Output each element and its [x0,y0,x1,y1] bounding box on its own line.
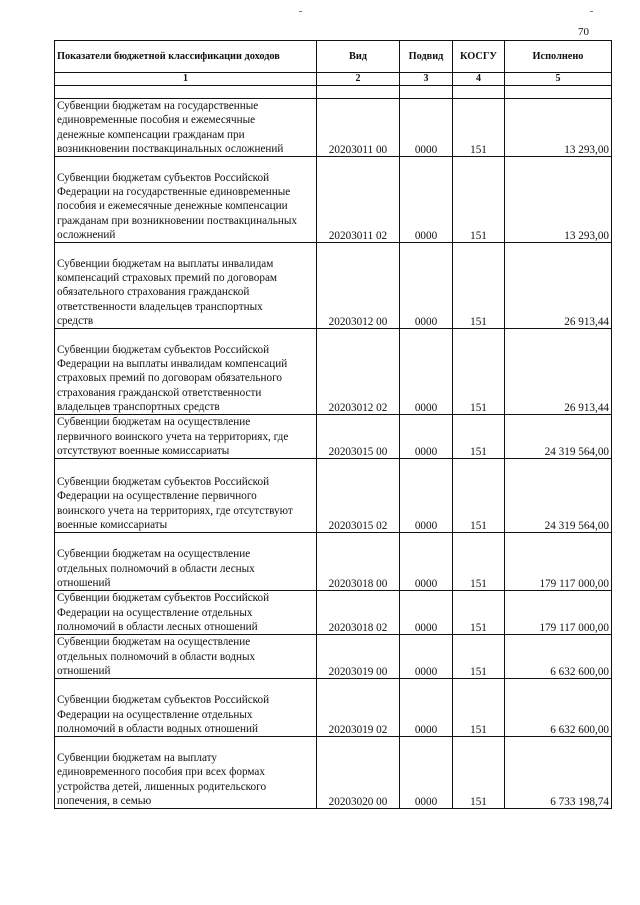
row-kind-code: 20203015 02 [317,459,400,533]
scan-speck [590,11,593,12]
row-kosgu-code: 151 [453,329,505,415]
row-description [55,157,317,243]
column-number: 4 [453,73,505,86]
table-row [55,591,612,635]
description-line: военные комиссариаты [57,518,168,531]
table-row [55,99,612,157]
row-kosgu-code: 151 [453,679,505,737]
description-line: первичного воинского учета на территориях, где [57,430,289,443]
description-line: Субвенции бюджетам на осуществление [57,548,251,561]
description-line: устройства детей, лишенных родительского [57,780,267,793]
row-description [55,329,317,415]
table-row [55,243,612,329]
description-line: Субвенции бюджетам на осуществление [57,416,251,429]
row-description [55,415,317,459]
description-line: Субвенции бюджетам субъектов Российской [57,343,270,356]
description-line: единовременного пособия при всех формах [57,766,265,779]
table-row [55,635,612,679]
table-row [55,737,612,809]
row-kosgu-code: 151 [453,459,505,533]
description-line: Субвенции бюджетам субъектов Российской [57,694,270,707]
row-kind-code: 20203015 00 [317,415,400,459]
description-line: полномочий в области водных отношений [57,722,258,735]
description-line: Субвенции бюджетам на выплату [57,752,217,764]
row-subkind-code: 0000 [400,157,453,243]
description-line: Субвенции бюджетам на выплаты инвалидам [57,257,274,270]
column-number: 2 [317,73,400,86]
row-kind-code: 20203019 00 [317,635,400,679]
row-executed-amount: 24 319 564,00 [505,459,612,533]
row-executed-amount: 26 913,44 [505,329,612,415]
description-line: отдельных полномочий в области лесных [57,562,255,575]
row-kind-code: 20203020 00 [317,737,400,809]
description-line: Федерации на выплаты инвалидам компенсаций [57,358,288,370]
description-line: Субвенции бюджетам на осуществление [57,636,251,649]
scan-speck [299,11,302,12]
row-kosgu-code: 151 [453,737,505,809]
budget-revenue-table [54,40,612,809]
header-executed: Исполнено [505,41,612,73]
row-subkind-code: 0000 [400,591,453,635]
row-subkind-code: 0000 [400,99,453,157]
row-executed-amount: 6 733 198,74 [505,737,612,809]
description-line: компенсаций страховых премий по договорам [57,272,277,284]
description-line: владельцев транспортных средств [57,400,220,413]
row-executed-amount: 13 293,00 [505,157,612,243]
table-row [55,329,612,415]
row-description [55,459,317,533]
description-line: пособия и ежемесячные денежные компенсации [57,200,288,213]
column-number: 3 [400,73,453,86]
description-line: Субвенции бюджетам субъектов Российской [57,476,270,488]
row-executed-amount: 13 293,00 [505,99,612,157]
header-indicator: Показатели бюджетной классификации доходов [55,41,317,73]
row-subkind-code: 0000 [400,415,453,459]
description-line: отношений [57,576,111,589]
row-kosgu-code: 151 [453,635,505,679]
row-executed-amount: 6 632 600,00 [505,679,612,737]
table-row [55,157,612,243]
table-row [55,415,612,459]
row-subkind-code: 0000 [400,635,453,679]
description-line: Федерации на осуществление первичного [57,490,257,503]
row-kosgu-code: 151 [453,591,505,635]
description-line: страховых премий по договорам обязательного [57,372,282,385]
row-kind-code: 20203018 00 [317,533,400,591]
row-kind-code: 20203011 00 [317,99,400,157]
description-line: обязательного страхования гражданской [57,286,250,299]
row-subkind-code: 0000 [400,329,453,415]
row-subkind-code: 0000 [400,737,453,809]
description-line: Федерации на осуществление отдельных [57,708,253,721]
row-description [55,99,317,157]
description-line: попечения, в семью [57,794,152,807]
description-line: Федерации на осуществление отдельных [57,606,253,619]
row-description [55,635,317,679]
row-executed-amount: 6 632 600,00 [505,635,612,679]
description-line: ответственности владельцев транспортных [57,300,263,313]
row-executed-amount: 179 117 000,00 [505,533,612,591]
row-subkind-code: 0000 [400,459,453,533]
description-line: воинского учета на территориях, где отсутствуют [57,504,293,517]
row-subkind-code: 0000 [400,243,453,329]
column-number: 5 [505,73,612,86]
description-line: средств [57,314,94,327]
description-line: отсутствуют военные комиссариаты [57,444,230,457]
page-number: 70 [578,26,589,38]
description-line: Субвенции бюджетам субъектов Российской [57,171,270,184]
row-executed-amount: 179 117 000,00 [505,591,612,635]
table-row [55,533,612,591]
row-kosgu-code: 151 [453,415,505,459]
header-kosgu: КОСГУ [453,41,505,73]
row-description [55,533,317,591]
table-header-row [55,41,612,73]
column-number: 1 [55,73,317,86]
row-subkind-code: 0000 [400,679,453,737]
row-kind-code: 20203011 02 [317,157,400,243]
description-line: страхования гражданской ответственности [57,386,262,399]
row-kosgu-code: 151 [453,99,505,157]
description-line: Субвенции бюджетам субъектов Российской [57,592,270,605]
row-kind-code: 20203019 02 [317,679,400,737]
row-kosgu-code: 151 [453,243,505,329]
description-line: отношений [57,664,111,677]
row-subkind-code: 0000 [400,533,453,591]
header-subkind: Подвид [400,41,453,73]
description-line: денежные компенсации гражданам при [57,128,245,141]
row-description [55,243,317,329]
row-description [55,737,317,809]
row-kosgu-code: 151 [453,157,505,243]
header-kind: Вид [317,41,400,73]
description-line: полномочий в области лесных отношений [57,620,258,633]
description-line: возникновении поствакцинальных осложнений [57,142,284,155]
description-line: Федерации на государственные единовременные [57,186,291,198]
row-description [55,679,317,737]
row-kind-code: 20203012 00 [317,243,400,329]
row-kosgu-code: 151 [453,533,505,591]
description-line: единовременные пособия и ежемесячные [57,114,256,127]
description-line: осложнений [57,228,116,241]
description-line: Субвенции бюджетам на государственные [57,100,259,112]
row-kind-code: 20203012 02 [317,329,400,415]
row-executed-amount: 24 319 564,00 [505,415,612,459]
row-executed-amount: 26 913,44 [505,243,612,329]
column-number-row [55,73,612,86]
table-row [55,459,612,533]
table-row [55,679,612,737]
row-kind-code: 20203018 02 [317,591,400,635]
row-description [55,591,317,635]
table-row-spacer [55,86,612,99]
description-line: гражданам при возникновении поствакцинальных [57,214,297,227]
description-line: отдельных полномочий в области водных [57,650,256,663]
